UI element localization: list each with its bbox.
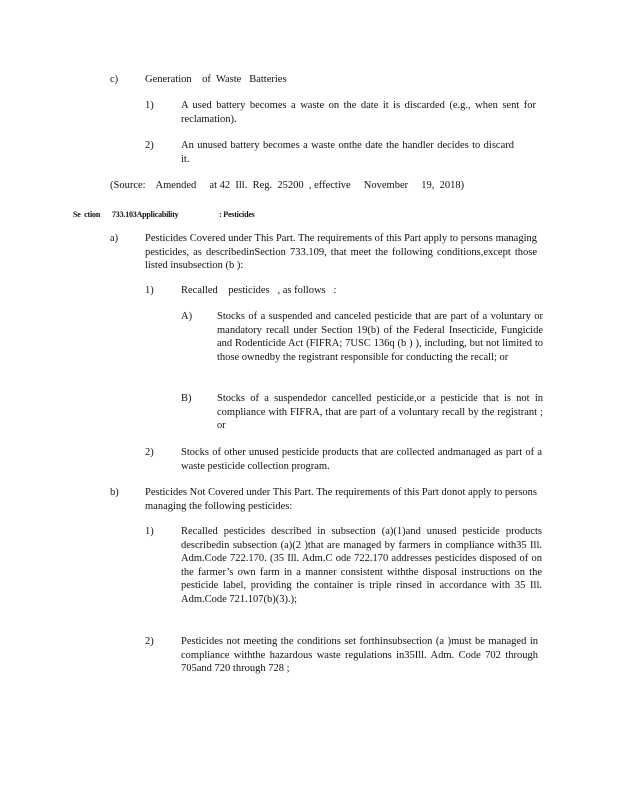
item-c-2-text: An unused battery becomes a waste onthe date the handler decides to discard it. xyxy=(181,140,514,165)
item-c-2-label: 2) xyxy=(145,140,154,151)
item-a-1-B-label: B) xyxy=(181,393,192,404)
item-b-label: b) xyxy=(110,487,119,498)
item-a-1-text: Recalled pesticides , as follows : xyxy=(181,285,337,296)
item-a-1-label: 1) xyxy=(145,285,154,296)
item-c-heading: Generation of Waste Batteries xyxy=(145,74,287,85)
item-a-2-text: Stocks of other unused pesticide products that are collected andmanaged as part of a waste pesticide collection program. xyxy=(181,447,542,472)
item-c-1-text: A used battery becomes a waste on the date it is discarded (e.g., when sent for reclamation). xyxy=(181,100,536,125)
item-a-1-A-text: Stocks of a suspended and canceled pesticide that are part of a voluntary or mandatory recall under Section 19(b) of the Federal Insecticide, Fungicide and Rodenticide Act (FIFRA; 7USC 136q (b ) ), including, but not limited to those ownedby the registrant responsible for conducting the recall; or xyxy=(217,311,543,363)
item-a-2-label: 2) xyxy=(145,447,154,458)
item-b-text: Pesticides Not Covered under This Part. The requirements of this Part donot apply to persons managing the following pesticides: xyxy=(145,487,537,512)
item-a-text: Pesticides Covered under This Part. The requirements of this Part apply to persons managing pesticides, as describedinSection 733.109, that meet the following conditions,except those listed insubsection (b ): xyxy=(145,233,537,271)
section-number-title: 733.103Applicability xyxy=(112,210,179,219)
item-a-label: a) xyxy=(110,233,119,244)
item-b-1-label: 1) xyxy=(145,526,154,537)
section-prefix: Se ction xyxy=(73,210,101,219)
source-note: (Source: Amended at 42 Ill. Reg. 25200 , effective November 19, 2018) xyxy=(110,180,465,191)
section-suffix: : Pesticides xyxy=(219,210,255,219)
item-b-2-label: 2) xyxy=(145,636,154,647)
item-b-1-text: Recalled pesticides described in subsection (a)(1)and unused pesticide products describedin subsection (a)(2 )that are managed by farmers in compliance with35 Ill. Adm.Code 722.170. (35 Ill. Adm.C ode 722.170 addresses pesticides disposed of on the farmer’s own farm in a manner consistent withthe disposal instructions on the pesticide label, providing the container is triple rinsed in accordance with 35 Ill. Adm.Code 721.107(b)(3).); xyxy=(181,526,542,605)
item-b-2-text: Pesticides not meeting the conditions set forthinsubsection (a )must be managed in compliance withthe hazardous waste regulations in35Ill. Adm. Code 702 through 705and 720 through 728 ; xyxy=(181,636,538,674)
item-c-1-label: 1) xyxy=(145,100,154,111)
item-a-1-B-text: Stocks of a suspendedor cancelled pesticide,or a pesticide that is not in compliance with FIFRA, that are part of a voluntary recall by the registrant ; or xyxy=(217,393,543,431)
item-c-label: c) xyxy=(110,74,119,85)
item-a-1-A-label: A) xyxy=(181,311,193,322)
